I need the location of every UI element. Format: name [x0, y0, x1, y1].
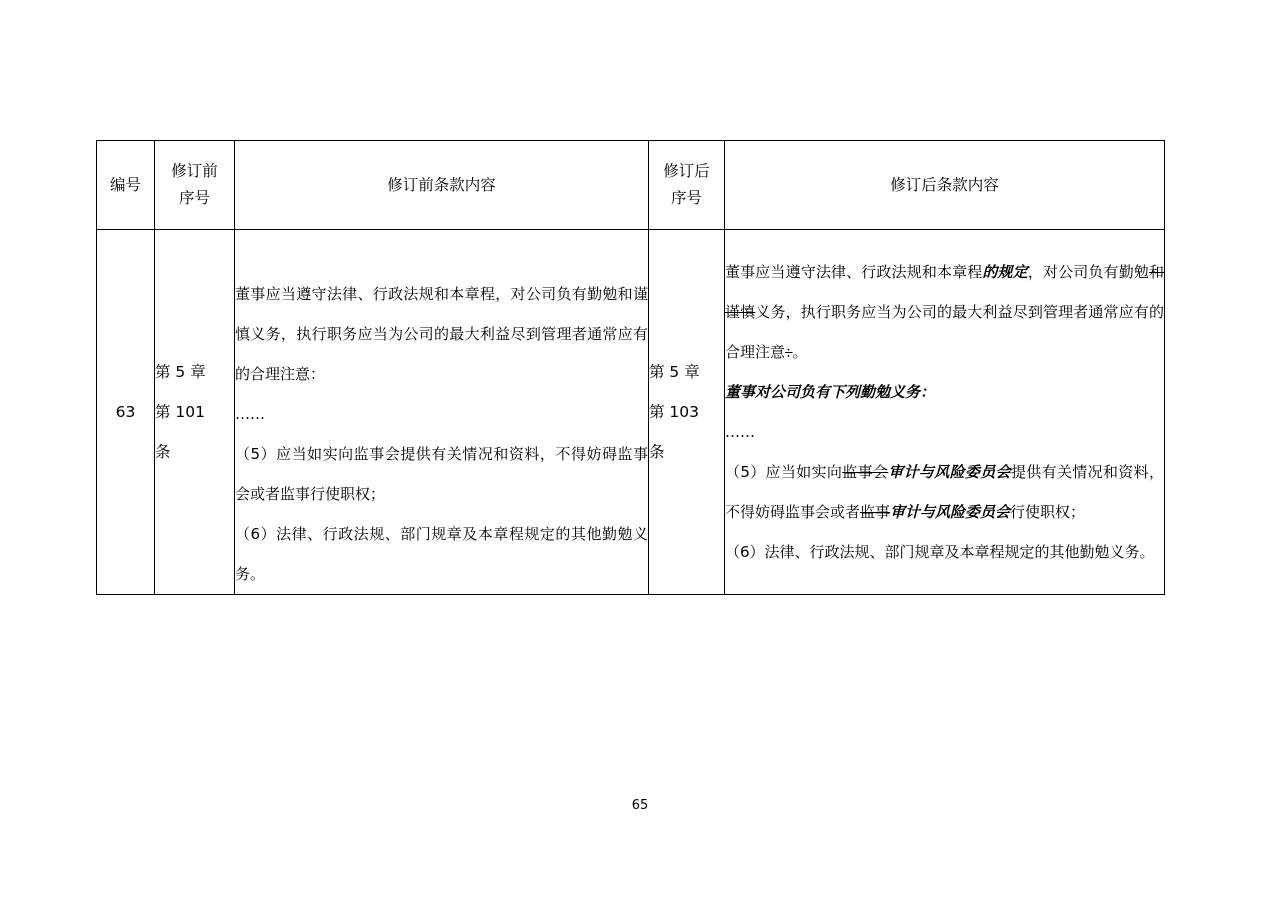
- deleted-text: 监事: [860, 503, 891, 521]
- table-row: [97, 230, 1165, 595]
- header-cell-old-no: [155, 141, 235, 230]
- clause-paragraph: [725, 532, 1164, 572]
- clause-text: 董事应当遵守法律、行政法规和本章程: [725, 263, 983, 281]
- header-cell-no: [97, 141, 155, 230]
- clause-paragraph: （5）应当如实向监事会提供有关情况和资料，不得妨碍监事会或者监事行使职权；: [235, 445, 648, 503]
- clause-paragraph: [725, 412, 1164, 452]
- article-number-line: 第 101: [155, 403, 206, 421]
- clause-text: 。: [792, 343, 808, 361]
- inserted-text: 审计与风险委员会: [890, 503, 1011, 521]
- clause-text: 行使职权；: [1010, 503, 1086, 521]
- header-label-old-text: 修订前条款内容: [387, 175, 496, 194]
- clause-paragraph: ……: [235, 405, 265, 423]
- header-cell-new-text: [725, 141, 1165, 230]
- row-new-clause-text: [725, 230, 1165, 595]
- inserted-text: 审计与风险委员会: [888, 463, 1011, 481]
- clause-text: ，对公司负有勤勉: [1027, 263, 1149, 281]
- revision-table-container: [96, 140, 1164, 595]
- row-old-clause-text: [235, 230, 649, 595]
- clause-paragraph: [725, 372, 1164, 412]
- article-number-line: 第 5 章: [649, 363, 700, 381]
- row-new-article-number: [649, 230, 725, 595]
- article-number-line: 第 5 章: [155, 363, 206, 381]
- row-number: 63: [97, 230, 155, 595]
- header-label-no: 编号: [109, 175, 141, 194]
- inserted-text: 的规定: [982, 263, 1028, 281]
- header-label-new-no-line2: 序号: [670, 189, 702, 207]
- clause-text: ……: [725, 423, 755, 441]
- article-number-line: 第 103: [649, 403, 700, 421]
- header-label-old-no: [155, 158, 234, 212]
- clause-paragraph: （6）法律、行政法规、部门规章及本章程规定的其他勤勉义务。: [235, 525, 648, 583]
- header-cell-old-text: [235, 141, 649, 230]
- header-label-new-text: 修订后条款内容: [890, 175, 999, 194]
- header-label-new-no-line1: 修订后: [663, 162, 710, 180]
- table-body: [97, 230, 1165, 595]
- header-label-new-no: [649, 158, 724, 212]
- clause-paragraph: [725, 252, 1164, 372]
- clause-text: 提供有关情况和资料，不得妨碍监事会或者: [725, 463, 1164, 521]
- inserted-text: 董事对公司负有下列勤勉义务：: [725, 383, 936, 401]
- deleted-text: 监事会: [842, 463, 889, 481]
- header-label-old-no-line1: 修订前: [171, 162, 218, 180]
- article-number-line: 条: [649, 443, 665, 461]
- deleted-text: ：: [785, 343, 793, 361]
- header-cell-new-no: [649, 141, 725, 230]
- clause-text: 义务，执行职务应当为公司的最大利益尽到管理者通常应有的合理注意: [725, 303, 1164, 361]
- revision-table: [96, 140, 1165, 595]
- clause-paragraph: [725, 452, 1164, 532]
- clause-text: （5）应当如实向: [725, 463, 843, 481]
- row-old-article-number: [155, 230, 235, 595]
- article-number-line: 条: [155, 443, 171, 461]
- table-header: [97, 141, 1165, 230]
- header-label-old-no-line2: 序号: [178, 189, 210, 207]
- table-header-row: [97, 141, 1165, 230]
- clause-text: （6）法律、行政法规、部门规章及本章程规定的其他勤勉义务。: [725, 543, 1155, 561]
- deleted-text: 和谨慎: [725, 263, 1164, 321]
- clause-paragraph: 董事应当遵守法律、行政法规和本章程，对公司负有勤勉和谨慎义务，执行职务应当为公司的最大利益尽到管理者通常应有的合理注意：: [235, 285, 648, 383]
- page-number: 65: [631, 798, 649, 813]
